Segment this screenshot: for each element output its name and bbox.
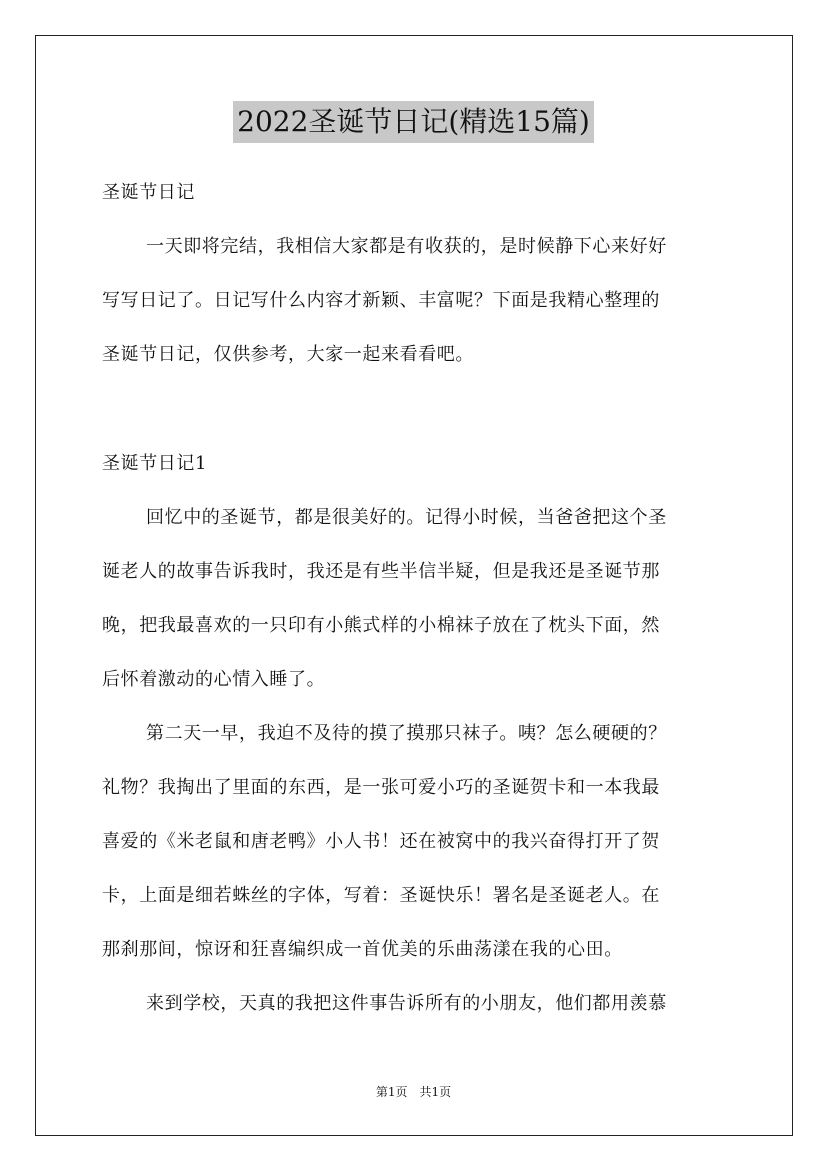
intro-line: 写写日记了。日记写什么内容才新颖、丰富呢？下面是我精心整理的 [102, 290, 660, 311]
paragraph-line: 来到学校，天真的我把这件事告诉所有的小朋友，他们都用羡慕 [146, 993, 667, 1014]
paragraph-line: 晚，把我最喜欢的一只印有小熊式样的小棉袜子放在了枕头下面，然 [102, 615, 660, 636]
page-footer: 第1页 共1页 [375, 1085, 452, 1099]
paragraph-line: 回忆中的圣诞节，都是很美好的。记得小时候，当爸爸把这个圣 [146, 507, 667, 528]
paragraph-line: 喜爱的《米老鼠和唐老鸭》小人书！还在被窝中的我兴奋得打开了贺 [102, 831, 660, 852]
paragraph-line: 卡，上面是细若蛛丝的字体，写着：圣诞快乐！署名是圣诞老人。在 [102, 885, 660, 906]
paragraph-line: 礼物？我掏出了里面的东西，是一张可爱小巧的圣诞贺卡和一本我最 [102, 777, 660, 798]
title-container [0, 101, 827, 143]
paragraph-line: 后怀着激动的心情入睡了。 [102, 669, 326, 690]
intro-line: 一天即将完结，我相信大家都是有收获的，是时候静下心来好好 [146, 236, 667, 257]
section-heading: 圣诞节日记1 [102, 453, 208, 474]
intro-heading: 圣诞节日记 [102, 182, 195, 203]
intro-line: 圣诞节日记，仅供参考，大家一起来看看吧。 [102, 344, 474, 365]
paragraph-line: 第二天一早，我迫不及待的摸了摸那只袜子。咦？怎么硬硬的？ [146, 723, 667, 744]
document-title: 2022圣诞节日记(精选15篇) [233, 101, 594, 143]
paragraph-line: 诞老人的故事告诉我时，我还是有些半信半疑，但是我还是圣诞节那 [102, 561, 660, 582]
paragraph-line: 那刹那间，惊讶和狂喜编织成一首优美的乐曲荡漾在我的心田。 [102, 939, 623, 960]
